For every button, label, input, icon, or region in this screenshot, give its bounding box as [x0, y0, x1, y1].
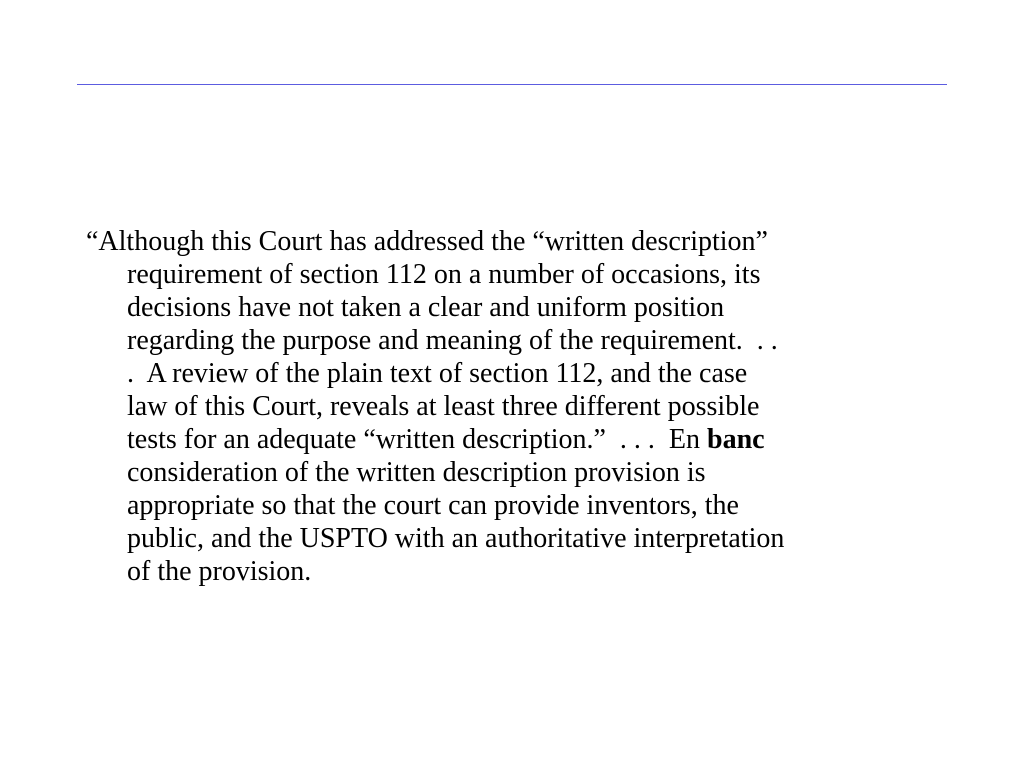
quote-line-1: “Although this Court has addressed the “written description”	[86, 226, 768, 257]
quote-line-10: public, and the USPTO with an authoritative interpretation	[127, 523, 785, 554]
header-divider-line	[77, 84, 947, 85]
quote-line-7	[86, 423, 946, 456]
quote-line-3: decisions have not taken a clear and uniform position	[127, 292, 725, 323]
quote-line-11: of the provision.	[127, 556, 312, 587]
quote-line-7-text: tests for an adequate “written description.” . . . En	[127, 424, 708, 455]
emphasized-word-banc: banc	[707, 424, 765, 455]
quote-line-2: requirement of section 112 on a number of occasions, its	[127, 259, 761, 290]
quote-line-6: law of this Court, reveals at least three different possible	[127, 391, 760, 422]
quote-line-9: appropriate so that the court can provide inventors, the	[127, 490, 739, 521]
quote-line-8: consideration of the written description provision is	[127, 457, 706, 488]
quote-line-4: regarding the purpose and meaning of the requirement. . .	[127, 325, 778, 356]
quotation-text-block	[86, 225, 946, 588]
quote-line-5: . A review of the plain text of section 112, and the case	[127, 358, 748, 389]
